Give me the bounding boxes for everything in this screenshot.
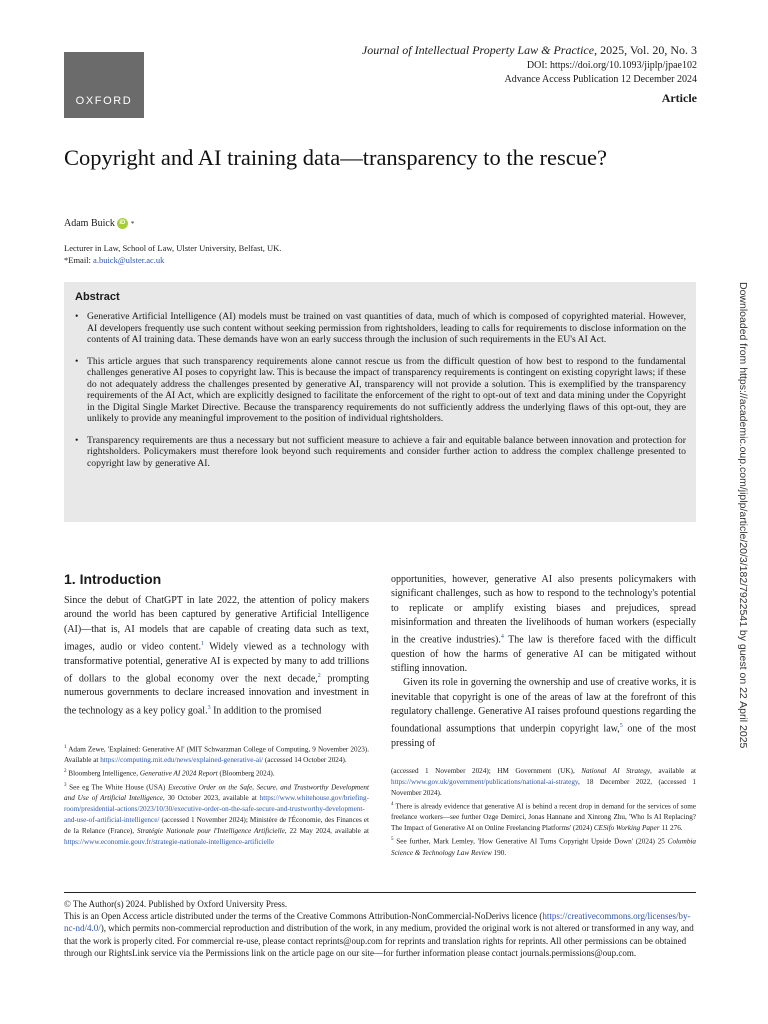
text-run: (Bloomberg 2024).	[217, 769, 275, 778]
text-run: Since the debut of ChatGPT in late 2022, the attention of policy makers around the world has been captured by generative Artificial Intelligence (AI)—that is, AI models that are capable of creating data such as text, images, audio or video content.	[64, 595, 369, 653]
footnote-number: 5	[391, 837, 394, 843]
footnote-number: 4	[391, 802, 394, 807]
footnote	[64, 780, 369, 848]
footnotes-left	[64, 742, 369, 848]
download-watermark	[736, 282, 752, 749]
footnote-link[interactable]: https://www.gov.uk/government/publications/national-ai-strategy	[391, 778, 579, 786]
paragraph	[64, 594, 369, 718]
text-run: See eg The White House (USA)	[69, 783, 169, 792]
abstract-item: • This article argues that such transparency requirements alone cannot rescue us from the difficult question of how best to respond to the fundamental challenges generative AI poses to copyright law. This is because the impact of transparency requirements is contingent on existing copyright laws; if these do not adequately address the challenges presented by generative AI, transparency will not provide a solution. This is exemplified by the transparency requirements of the AI Act, which are explicitly designed to facilitate the enforcement of the right to opt-out of text and data mining under the Copyright in the Digital Single Market Directive. Because the transparency requirements do not sufficiently address the underlying flaws of this opt-out, they are unlikely to provide any meaningful improvement to the position of individual rightsholders.	[75, 356, 686, 425]
text-run: prompting numerous governments to declare increased innovation and investment in the technology as a key policy goal.	[64, 673, 369, 717]
section-heading: 1. Introduction	[64, 571, 162, 587]
paragraph	[391, 676, 696, 751]
text-run: (accessed 1 November 2024); HM Government (UK),	[391, 767, 582, 775]
license-notice	[64, 898, 696, 959]
email-line	[64, 254, 281, 266]
abstract-heading: Abstract	[75, 291, 120, 303]
text-run: 190.	[491, 848, 507, 857]
author-line	[64, 218, 134, 229]
footnote-ref[interactable]: 5	[619, 723, 623, 730]
affiliation-line: Lecturer in Law, School of Law, Ulster University, Belfast, UK.	[64, 243, 282, 253]
text-run: Widely viewed as a technology with transformative potential, generative AI is expected by many to add trillions of dollars to the global economy over the next decade,	[64, 641, 369, 685]
text-run: , available at	[650, 767, 696, 775]
copyright-line: © The Author(s) 2024. Published by Oxford University Press.	[64, 899, 288, 909]
author-name[interactable]: Adam Buick	[64, 218, 115, 229]
footnote	[391, 834, 696, 858]
text-run: Bloomberg Intelligence,	[68, 769, 140, 778]
footnote	[64, 766, 369, 779]
paragraph	[391, 573, 696, 676]
abstract-item: • Generative Artificial Intelligence (AI) models must be trained on vast quantities of data, much of which is composed of copyrighted material. However, AI developers frequently use such content without seeking permission from rightsholders, leading to calls for requirements to disclose information on the contents of AI training data. These demands have won an early success through the inclusion of such requirements in the EU's AI Act.	[75, 311, 686, 346]
journal-name: Journal of Intellectual Property Law & Practice	[361, 43, 595, 57]
article-title: Copyright and AI training data—transparency to the rescue?	[64, 145, 607, 170]
footnote-ref[interactable]: 1	[201, 640, 205, 647]
text-run: , 18 December 2022, (accessed 1 November 2024).	[391, 778, 696, 797]
footnote-link[interactable]: https://www.whitehouse.gov/briefing-room/presidential-actions/2023/10/30/executive-order-on-the-safe-secure-and-trustworthy-development-and-use-of-artificial-intelligence/	[64, 794, 369, 825]
text-run: See further, Mark Lemley, 'How Generative AI Turns Copyright Upside Down' (2024) 25	[396, 837, 668, 846]
text-run: opportunities, however, generative AI also presents policymakers with significant challenges, such as how to respond to the technology's potential to replicate or amplify existing biases and prejudices, spread misinformation and threaten the livelihoods of human workers (especially in the creative industries).	[391, 574, 696, 646]
footnote-link[interactable]: https://www.economie.gouv.fr/strategie-nationale-intelligence-artificielle	[64, 838, 275, 847]
oxford-logo	[64, 52, 144, 118]
body-column-left	[64, 570, 369, 718]
abstract-box	[64, 282, 696, 522]
text-run: Columbia Science & Technology Law Review	[391, 837, 697, 857]
text-run: , 22 May 2024, available at	[284, 827, 369, 836]
footnote-number: 3	[64, 782, 67, 788]
footnote-ref[interactable]: 4	[500, 634, 504, 641]
text-run: This is an Open Access article distributed under the terms of the Creative Commons Attribution-NonCommercial-NoDerivs licence (	[64, 911, 543, 922]
footnote	[391, 766, 696, 799]
text-run: CESifo Working Paper	[593, 824, 660, 833]
text-run: Generative AI 2024 Report	[139, 769, 218, 778]
text-run: 11 276.	[659, 824, 683, 833]
text-run: Given its role in governing the ownership and use of creative works, it is inevitable that copyright is one of the areas of law at the forefront of this regulatory challenge. Generative AI raises profound questions regarding the foundational assumptions that underpin copyright law,	[391, 677, 696, 735]
text-run: In addition to the promised	[210, 705, 322, 717]
logo-text: OXFORD	[75, 95, 133, 107]
footer-divider	[64, 892, 696, 893]
text-run: National AI Strategy	[581, 767, 651, 775]
article-type: Article	[661, 91, 697, 106]
email-link[interactable]: a.buick@ulster.ac.uk	[93, 255, 165, 265]
abstract-list	[75, 311, 686, 469]
journal-volume: , 2025, Vol. 20, No. 3	[594, 43, 697, 57]
email-label: *Email:	[64, 255, 91, 265]
download-note: Downloaded from https://academic.oup.com/jiplp/article/20/3/182/7922541 by guest on 22 April 2025	[737, 282, 749, 749]
body-column-right	[391, 573, 696, 751]
footnote-number: 2	[64, 769, 67, 775]
footnote-ref[interactable]: 3	[207, 704, 211, 711]
footnote-ref[interactable]: 2	[317, 672, 321, 679]
footnote-number: 1	[64, 745, 67, 750]
journal-citation	[362, 42, 697, 59]
affiliation	[64, 242, 281, 266]
footnote	[64, 742, 369, 766]
footnote	[391, 799, 696, 834]
footnotes-right	[391, 766, 696, 859]
license-link[interactable]: https://creativecommons.org/licenses/by-nc-nd/4.0/	[64, 911, 691, 934]
footnote-link[interactable]: https://computing.mit.edu/news/explained-generative-ai/	[100, 756, 264, 765]
text-run: (accessed 1 November 2024); Ministère de l'Économie, des Finances et de la Relance (France),	[64, 816, 369, 836]
text-run: There is already evidence that generative AI is behind a recent drop in demand for the services of some freelance workers—see further Ozge Demirci, Jonas Hannane and Xinrong Zhu, 'Who Is AI Replacing? The Impact of Generative AI on Online Freelancing Platforms' (2024)	[391, 802, 696, 833]
journal-meta	[362, 42, 697, 107]
text-run: Adam Zewe, 'Explained: Generative AI' (MIT Schwarzman College of Computing, 9 November 2023). Available at	[64, 745, 369, 765]
license-text	[64, 910, 696, 959]
text-run: Stratégie Nationale pour l'Intelligence Artificielle	[137, 827, 285, 836]
corresponding-mark: *	[130, 219, 135, 228]
text-run: , 30 October 2023, available at	[162, 794, 260, 803]
text-run: (accessed 14 October 2024).	[263, 756, 347, 765]
abstract-item: • Transparency requirements are thus a necessary but not sufficient measure to achieve a fair and equitable balance between innovation and protection for rightsholders. Policymakers must therefore look beyond such requirements and consider further action to address the complex challenge presented to copyright law by generative AI.	[75, 435, 686, 470]
text-run: ), which permits non-commercial reproduction and distribution of the work, in any medium, provided the original work is not altered or transformed in any way, and that the work is properly cited. For commercial re-use, please contact reprints@oup.com for reprints and translation rights for reprints. All other permissions can be obtained through our RightsLink service via the Permissions link on the article page on our site—for further information please contact journals.permissions@oup.com.	[64, 923, 694, 958]
text-run: The law is therefore faced with the difficult question of how the harms of generative AI can be mitigated without stifling innovation.	[391, 634, 696, 675]
orcid-icon[interactable]: iD	[117, 218, 128, 229]
text-run: one of the most pressing of	[391, 723, 696, 749]
advance-access-date: Advance Access Publication 12 December 2024	[504, 74, 697, 86]
doi[interactable]: DOI: https://doi.org/10.1093/jiplp/jpae102	[526, 60, 697, 72]
text-run: Executive Order on the Safe, Secure, and Trustworthy Development and Use of Artificial Intelligence	[64, 783, 370, 803]
